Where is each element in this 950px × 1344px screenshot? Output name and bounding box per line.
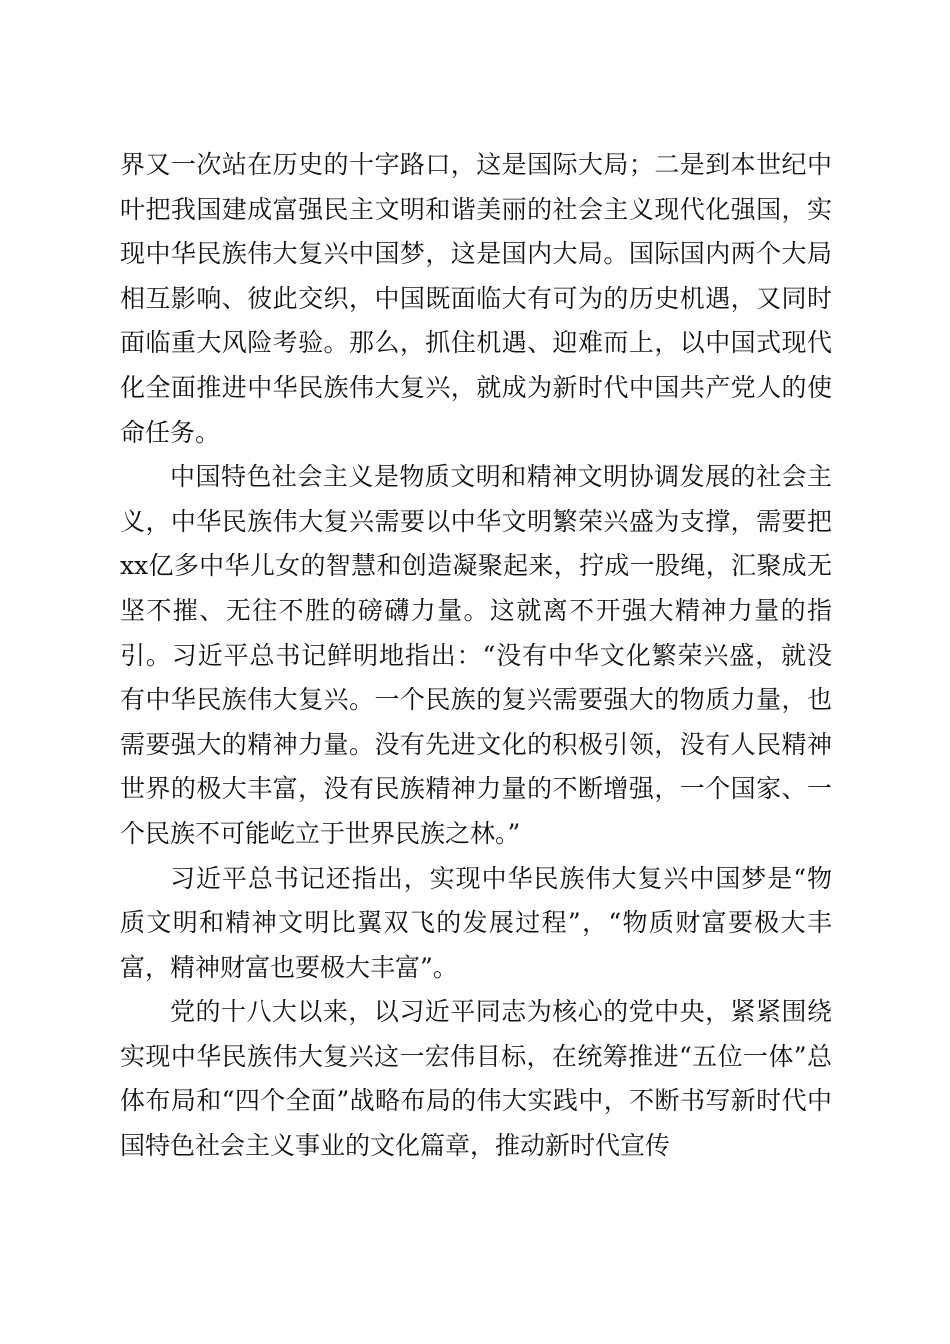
paragraph-4: 党的十八大以来，以习近平同志为核心的党中央，紧紧围绕实现中华民族伟大复兴这一宏伟目标，在统筹推进“五位一体”总体布局和“四个全面”战略布局的伟大实践中，不断书写新时代中国特色社会主义事业的文化篇章，推动新时代宣传	[120, 997, 832, 1161]
paragraph-1: 界又一次站在历史的十字路口，这是国际大局；二是到本世纪中叶把我国建成富强民主文明和谐美丽的社会主义现代化强国，实现中华民族伟大复兴中国梦，这是国内大局。国际国内两个大局相互影响、彼此交织，中国既面临大有可为的历史机遇，又同时面临重大风险考验。那么，抓住机遇、迎难而上，以中国式现代化全面推进中华民族伟大复兴，就成为新时代中国共产党人的使命任务。	[120, 150, 832, 447]
paragraph-3: 习近平总书记还指出，实现中华民族伟大复兴中国梦是“物质文明和精神文明比翼双飞的发展过程”，“物质财富要极大丰富，精神财富也要极大丰富”。	[120, 863, 832, 982]
paragraph-2: 中国特色社会主义是物质文明和精神文明协调发展的社会主义，中华民族伟大复兴需要以中华文明繁荣兴盛为支撑，需要把xx亿多中华儿女的智慧和创造凝聚起来，拧成一股绳，汇聚成无坚不摧、无往不胜的磅礴力量。这就离不开强大精神力量的指引。习近平总书记鲜明地指出：“没有中华文化繁荣兴盛，就没有中华民族伟大复兴。一个民族的复兴需要强大的物质力量，也需要强大的精神力量。没有先进文化的积极引领，没有人民精神世界的极大丰富，没有民族精神力量的不断增强，一个国家、一个民族不可能屹立于世界民族之林。”	[120, 462, 832, 848]
document-body	[120, 143, 832, 1169]
